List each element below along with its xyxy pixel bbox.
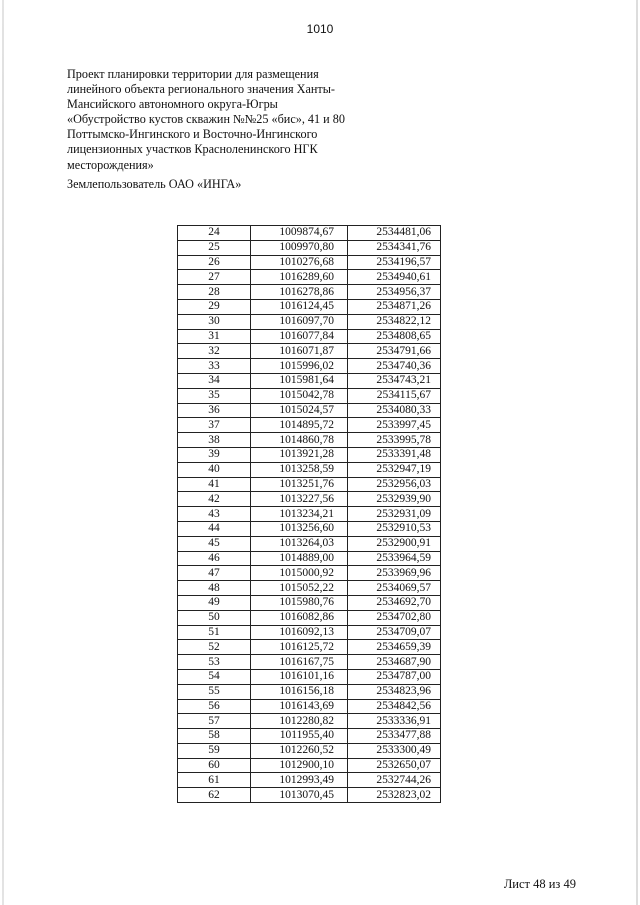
point-number-cell: 40 <box>178 462 251 477</box>
x-coordinate-cell: 1016077,84 <box>251 329 348 344</box>
point-number-cell: 29 <box>178 299 251 314</box>
x-coordinate-cell: 1014895,72 <box>251 418 348 433</box>
table-row <box>178 758 441 773</box>
table-row <box>178 625 441 640</box>
coordinates-table <box>177 225 441 803</box>
table-row <box>178 447 441 462</box>
table-row <box>178 521 441 536</box>
y-coordinate-cell: 2532823,02 <box>348 788 441 803</box>
point-number-cell: 58 <box>178 729 251 744</box>
x-coordinate-cell: 1011955,40 <box>251 729 348 744</box>
point-number-cell: 30 <box>178 314 251 329</box>
x-coordinate-cell: 1013070,45 <box>251 788 348 803</box>
point-number-cell: 46 <box>178 551 251 566</box>
y-coordinate-cell: 2534791,66 <box>348 344 441 359</box>
y-coordinate-cell: 2534709,07 <box>348 625 441 640</box>
point-number-cell: 50 <box>178 610 251 625</box>
x-coordinate-cell: 1013921,28 <box>251 447 348 462</box>
point-number-cell: 42 <box>178 492 251 507</box>
x-coordinate-cell: 1009970,80 <box>251 240 348 255</box>
y-coordinate-cell: 2534687,90 <box>348 655 441 670</box>
table-row <box>178 536 441 551</box>
table-row <box>178 595 441 610</box>
y-coordinate-cell: 2532947,19 <box>348 462 441 477</box>
table-row <box>178 462 441 477</box>
header-line: Поттымско-Ингинского и Восточно-Ингинского <box>67 127 318 142</box>
y-coordinate-cell: 2534787,00 <box>348 669 441 684</box>
table-row <box>178 699 441 714</box>
y-coordinate-cell: 2534115,67 <box>348 388 441 403</box>
header-line: линейного объекта регионального значения Ханты- <box>67 82 335 97</box>
x-coordinate-cell: 1014889,00 <box>251 551 348 566</box>
land-user: Землепользователь ОАО «ИНГА» <box>67 176 242 191</box>
point-number-cell: 61 <box>178 773 251 788</box>
table-row <box>178 669 441 684</box>
y-coordinate-cell: 2534481,06 <box>348 226 441 241</box>
x-coordinate-cell: 1010276,68 <box>251 255 348 270</box>
point-number-cell: 26 <box>178 255 251 270</box>
point-number-cell: 27 <box>178 270 251 285</box>
point-number-cell: 32 <box>178 344 251 359</box>
table-row <box>178 743 441 758</box>
x-coordinate-cell: 1012260,52 <box>251 743 348 758</box>
y-coordinate-cell: 2534080,33 <box>348 403 441 418</box>
table-row <box>178 226 441 241</box>
x-coordinate-cell: 1016097,70 <box>251 314 348 329</box>
y-coordinate-cell: 2532900,91 <box>348 536 441 551</box>
x-coordinate-cell: 1013234,21 <box>251 507 348 522</box>
y-coordinate-cell: 2532910,53 <box>348 521 441 536</box>
point-number-cell: 47 <box>178 566 251 581</box>
y-coordinate-cell: 2532939,90 <box>348 492 441 507</box>
y-coordinate-cell: 2534823,96 <box>348 684 441 699</box>
point-number-cell: 62 <box>178 788 251 803</box>
header-line: Мансийского автономного округа-Югры <box>67 97 278 112</box>
table-row <box>178 507 441 522</box>
point-number-cell: 54 <box>178 669 251 684</box>
table-row <box>178 359 441 374</box>
x-coordinate-cell: 1012900,10 <box>251 758 348 773</box>
y-coordinate-cell: 2533964,59 <box>348 551 441 566</box>
point-number-cell: 24 <box>178 226 251 241</box>
y-coordinate-cell: 2533300,49 <box>348 743 441 758</box>
x-coordinate-cell: 1015000,92 <box>251 566 348 581</box>
point-number-cell: 43 <box>178 507 251 522</box>
y-coordinate-cell: 2534196,57 <box>348 255 441 270</box>
table-row <box>178 418 441 433</box>
table-row <box>178 640 441 655</box>
table-row <box>178 314 441 329</box>
point-number-cell: 36 <box>178 403 251 418</box>
x-coordinate-cell: 1013256,60 <box>251 521 348 536</box>
table-row <box>178 581 441 596</box>
point-number-cell: 45 <box>178 536 251 551</box>
page-number: 1010 <box>306 22 334 36</box>
project-header <box>67 67 367 192</box>
x-coordinate-cell: 1015996,02 <box>251 359 348 374</box>
table-row <box>178 714 441 729</box>
table-row <box>178 388 441 403</box>
y-coordinate-cell: 2532931,09 <box>348 507 441 522</box>
point-number-cell: 34 <box>178 373 251 388</box>
x-coordinate-cell: 1016124,45 <box>251 299 348 314</box>
point-number-cell: 33 <box>178 359 251 374</box>
point-number-cell: 49 <box>178 595 251 610</box>
table-row <box>178 285 441 300</box>
table-row <box>178 729 441 744</box>
y-coordinate-cell: 2534341,76 <box>348 240 441 255</box>
table-row <box>178 610 441 625</box>
point-number-cell: 41 <box>178 477 251 492</box>
y-coordinate-cell: 2534702,80 <box>348 610 441 625</box>
header-line: Проект планировки территории для размещения <box>67 67 319 81</box>
x-coordinate-cell: 1013258,59 <box>251 462 348 477</box>
x-coordinate-cell: 1014860,78 <box>251 433 348 448</box>
table-row <box>178 788 441 803</box>
x-coordinate-cell: 1015052,22 <box>251 581 348 596</box>
point-number-cell: 48 <box>178 581 251 596</box>
y-coordinate-cell: 2534871,26 <box>348 299 441 314</box>
x-coordinate-cell: 1012280,82 <box>251 714 348 729</box>
y-coordinate-cell: 2534740,36 <box>348 359 441 374</box>
point-number-cell: 37 <box>178 418 251 433</box>
scan-edge-left <box>2 0 4 905</box>
y-coordinate-cell: 2534069,57 <box>348 581 441 596</box>
x-coordinate-cell: 1013264,03 <box>251 536 348 551</box>
y-coordinate-cell: 2534842,56 <box>348 699 441 714</box>
y-coordinate-cell: 2534743,21 <box>348 373 441 388</box>
x-coordinate-cell: 1016092,13 <box>251 625 348 640</box>
table-row <box>178 492 441 507</box>
table-row <box>178 566 441 581</box>
point-number-cell: 39 <box>178 447 251 462</box>
point-number-cell: 38 <box>178 433 251 448</box>
point-number-cell: 60 <box>178 758 251 773</box>
point-number-cell: 25 <box>178 240 251 255</box>
x-coordinate-cell: 1009874,67 <box>251 226 348 241</box>
y-coordinate-cell: 2533477,88 <box>348 729 441 744</box>
x-coordinate-cell: 1012993,49 <box>251 773 348 788</box>
y-coordinate-cell: 2534659,39 <box>348 640 441 655</box>
x-coordinate-cell: 1016125,72 <box>251 640 348 655</box>
x-coordinate-cell: 1016082,86 <box>251 610 348 625</box>
y-coordinate-cell: 2534940,61 <box>348 270 441 285</box>
table-row <box>178 344 441 359</box>
table-row <box>178 299 441 314</box>
y-coordinate-cell: 2534808,65 <box>348 329 441 344</box>
point-number-cell: 28 <box>178 285 251 300</box>
header-line: месторождения» <box>67 157 154 172</box>
point-number-cell: 55 <box>178 684 251 699</box>
y-coordinate-cell: 2533997,45 <box>348 418 441 433</box>
x-coordinate-cell: 1016071,87 <box>251 344 348 359</box>
y-coordinate-cell: 2533969,96 <box>348 566 441 581</box>
table-row <box>178 373 441 388</box>
point-number-cell: 51 <box>178 625 251 640</box>
x-coordinate-cell: 1016143,69 <box>251 699 348 714</box>
y-coordinate-cell: 2532650,07 <box>348 758 441 773</box>
x-coordinate-cell: 1016289,60 <box>251 270 348 285</box>
y-coordinate-cell: 2533336,91 <box>348 714 441 729</box>
x-coordinate-cell: 1016156,18 <box>251 684 348 699</box>
x-coordinate-cell: 1015042,78 <box>251 388 348 403</box>
header-line: «Обустройство кустов скважин №№25 «бис», 41 и 80 <box>67 112 345 127</box>
header-line: лицензионных участков Красноленинского НГК <box>67 142 318 157</box>
x-coordinate-cell: 1013227,56 <box>251 492 348 507</box>
point-number-cell: 35 <box>178 388 251 403</box>
y-coordinate-cell: 2534692,70 <box>348 595 441 610</box>
table-row <box>178 773 441 788</box>
table-row <box>178 551 441 566</box>
table-row <box>178 329 441 344</box>
x-coordinate-cell: 1016101,16 <box>251 669 348 684</box>
table-row <box>178 477 441 492</box>
y-coordinate-cell: 2534822,12 <box>348 314 441 329</box>
x-coordinate-cell: 1013251,76 <box>251 477 348 492</box>
x-coordinate-cell: 1016278,86 <box>251 285 348 300</box>
x-coordinate-cell: 1015024,57 <box>251 403 348 418</box>
y-coordinate-cell: 2534956,37 <box>348 285 441 300</box>
sheet-counter: Лист 48 из 49 <box>503 877 576 891</box>
x-coordinate-cell: 1015981,64 <box>251 373 348 388</box>
y-coordinate-cell: 2533391,48 <box>348 447 441 462</box>
point-number-cell: 52 <box>178 640 251 655</box>
y-coordinate-cell: 2532744,26 <box>348 773 441 788</box>
point-number-cell: 31 <box>178 329 251 344</box>
x-coordinate-cell: 1016167,75 <box>251 655 348 670</box>
coordinates-table-body <box>178 226 441 803</box>
scan-edge-right <box>636 0 638 905</box>
point-number-cell: 44 <box>178 521 251 536</box>
table-row <box>178 240 441 255</box>
table-row <box>178 270 441 285</box>
y-coordinate-cell: 2532956,03 <box>348 477 441 492</box>
table-row <box>178 255 441 270</box>
table-row <box>178 655 441 670</box>
x-coordinate-cell: 1015980,76 <box>251 595 348 610</box>
table-row <box>178 403 441 418</box>
table-row <box>178 433 441 448</box>
y-coordinate-cell: 2533995,78 <box>348 433 441 448</box>
point-number-cell: 59 <box>178 743 251 758</box>
table-row <box>178 684 441 699</box>
point-number-cell: 57 <box>178 714 251 729</box>
point-number-cell: 53 <box>178 655 251 670</box>
point-number-cell: 56 <box>178 699 251 714</box>
